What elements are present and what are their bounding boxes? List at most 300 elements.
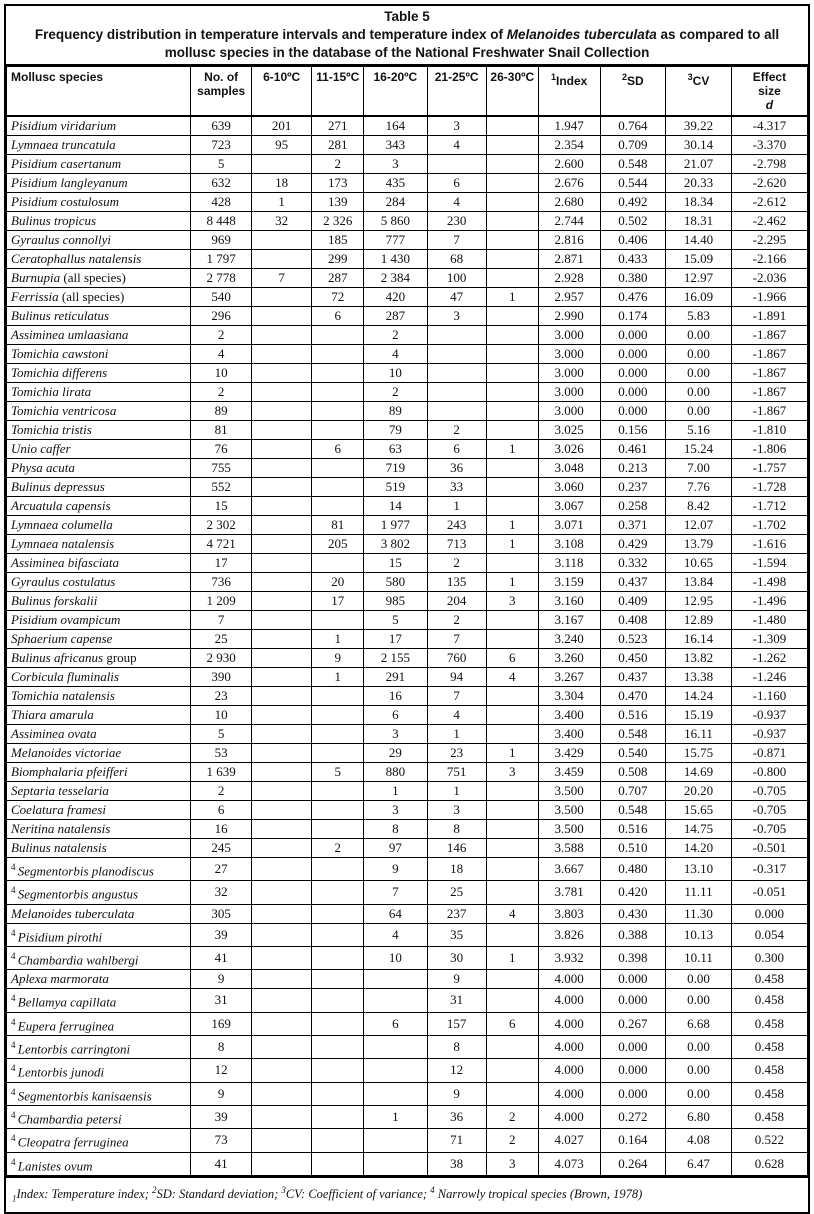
effect-size-cell: -1.757 xyxy=(731,459,807,478)
t6-10-cell: 7 xyxy=(252,269,312,288)
species-cell: $^4$ Cleopatra ferruginea xyxy=(7,1129,191,1152)
t26-30-cell xyxy=(486,345,538,364)
t26-30-cell: 3 xyxy=(486,1152,538,1175)
effect-size-cell: -1.867 xyxy=(731,364,807,383)
t11-15-cell: 139 xyxy=(312,193,364,212)
samples-cell: 305 xyxy=(191,904,252,923)
effect-size-cell: -2.166 xyxy=(731,250,807,269)
t16-20-cell: 29 xyxy=(364,744,427,763)
index-cell: 3.826 xyxy=(538,923,600,946)
t6-10-cell xyxy=(252,687,312,706)
t16-20-cell: 1 xyxy=(364,1105,427,1128)
index-cell: 4.000 xyxy=(538,1082,600,1105)
footnote-marker: 1 xyxy=(12,1193,17,1204)
t21-25-cell: 25 xyxy=(427,881,486,904)
t26-30-cell xyxy=(486,174,538,193)
index-cell: 3.000 xyxy=(538,364,600,383)
index-cell: 3.167 xyxy=(538,611,600,630)
samples-cell: 6 xyxy=(191,801,252,820)
effect-size-cell: -2.620 xyxy=(731,174,807,193)
t11-15-cell xyxy=(312,801,364,820)
t6-10-cell xyxy=(252,801,312,820)
t16-20-cell: 880 xyxy=(364,763,427,782)
t6-10-cell xyxy=(252,402,312,421)
effect-size-cell: -1.498 xyxy=(731,573,807,592)
samples-cell: 723 xyxy=(191,136,252,155)
samples-cell: 8 448 xyxy=(191,212,252,231)
sd-cell: 0.540 xyxy=(600,744,666,763)
t26-30-cell xyxy=(486,364,538,383)
species-cell: Unio caffer xyxy=(7,440,191,459)
sd-cell: 0.406 xyxy=(600,231,666,250)
t11-15-cell xyxy=(312,1059,364,1082)
species-cell: Assiminea umlaasiana xyxy=(7,326,191,345)
species-cell: Pisidium viridarium xyxy=(7,116,191,136)
t21-25-cell: 135 xyxy=(427,573,486,592)
t11-15-cell xyxy=(312,1082,364,1105)
table-row xyxy=(7,1082,808,1105)
t26-30-cell xyxy=(486,923,538,946)
t26-30-cell xyxy=(486,1082,538,1105)
t16-20-cell: 420 xyxy=(364,288,427,307)
t16-20-cell: 164 xyxy=(364,116,427,136)
t16-20-cell xyxy=(364,1035,427,1058)
t16-20-cell: 10 xyxy=(364,946,427,969)
t16-20-cell: 1 430 xyxy=(364,250,427,269)
t16-20-cell: 435 xyxy=(364,174,427,193)
samples-cell: 5 xyxy=(191,155,252,174)
index-cell: 3.260 xyxy=(538,649,600,668)
t6-10-cell xyxy=(252,649,312,668)
table-row xyxy=(7,706,808,725)
t6-10-cell xyxy=(252,383,312,402)
effect-size-cell: 0.458 xyxy=(731,1035,807,1058)
footnote-marker: 3 xyxy=(281,1184,286,1195)
index-cell: 2.680 xyxy=(538,193,600,212)
samples-cell: 639 xyxy=(191,116,252,136)
t21-25-cell: 1 xyxy=(427,782,486,801)
t21-25-cell: 68 xyxy=(427,250,486,269)
table-row xyxy=(7,989,808,1012)
table-row xyxy=(7,459,808,478)
table-row xyxy=(7,269,808,288)
species-cell: $^4$ Segmentorbis kanisaensis xyxy=(7,1082,191,1105)
sd-cell: 0.371 xyxy=(600,516,666,535)
effect-size-cell: 0.628 xyxy=(731,1152,807,1175)
samples-cell: 4 721 xyxy=(191,535,252,554)
effect-size-cell: -0.705 xyxy=(731,801,807,820)
cv-cell: 13.38 xyxy=(666,668,732,687)
t26-30-cell xyxy=(486,269,538,288)
species-cell: $^4$ Lanistes ovum xyxy=(7,1152,191,1175)
t26-30-cell xyxy=(486,630,538,649)
sd-cell: 0.429 xyxy=(600,535,666,554)
cv-cell: 16.11 xyxy=(666,725,732,744)
sd-cell: 0.000 xyxy=(600,364,666,383)
index-cell: 3.160 xyxy=(538,592,600,611)
table-row xyxy=(7,858,808,881)
cv-cell: 14.20 xyxy=(666,839,732,858)
samples-cell: 41 xyxy=(191,1152,252,1175)
t6-10-cell xyxy=(252,1105,312,1128)
effect-size-cell: -1.160 xyxy=(731,687,807,706)
t21-25-cell: 8 xyxy=(427,1035,486,1058)
species-cell: Coelatura framesi xyxy=(7,801,191,820)
species-cell: Melanoides victoriae xyxy=(7,744,191,763)
cv-cell: 15.24 xyxy=(666,440,732,459)
species-cell: Arcuatula capensis xyxy=(7,497,191,516)
t11-15-cell: 81 xyxy=(312,516,364,535)
t21-25-cell xyxy=(427,345,486,364)
t16-20-cell: 519 xyxy=(364,478,427,497)
index-cell: 3.000 xyxy=(538,326,600,345)
footnote-marker: 1 xyxy=(550,72,556,82)
cv-cell: 13.84 xyxy=(666,573,732,592)
t26-30-cell xyxy=(486,611,538,630)
footnote xyxy=(6,1176,808,1212)
table-row xyxy=(7,1012,808,1035)
samples-cell: 27 xyxy=(191,858,252,881)
samples-cell: 39 xyxy=(191,923,252,946)
t16-20-cell: 2 xyxy=(364,383,427,402)
table-row xyxy=(7,1105,808,1128)
sd-cell: 0.000 xyxy=(600,326,666,345)
species-cell: Pisidium ovampicum xyxy=(7,611,191,630)
t21-25-cell: 243 xyxy=(427,516,486,535)
t11-15-cell xyxy=(312,421,364,440)
index-cell: 3.026 xyxy=(538,440,600,459)
samples-cell: 89 xyxy=(191,402,252,421)
sd-cell: 0.267 xyxy=(600,1012,666,1035)
species-cell: $^4$ Lentorbis junodi xyxy=(7,1059,191,1082)
cv-cell: 8.42 xyxy=(666,497,732,516)
t11-15-cell xyxy=(312,1152,364,1175)
t26-30-cell xyxy=(486,116,538,136)
index-cell: 2.676 xyxy=(538,174,600,193)
sd-cell: 0.516 xyxy=(600,820,666,839)
footnote-marker: 3 xyxy=(687,72,693,82)
species-cell: Bulinus reticulatus xyxy=(7,307,191,326)
t11-15-cell: 6 xyxy=(312,440,364,459)
t6-10-cell xyxy=(252,231,312,250)
t11-15-cell xyxy=(312,497,364,516)
t21-25-cell: 100 xyxy=(427,269,486,288)
t11-15-cell xyxy=(312,478,364,497)
index-cell: 3.400 xyxy=(538,725,600,744)
t16-20-cell: 343 xyxy=(364,136,427,155)
t6-10-cell xyxy=(252,459,312,478)
t21-25-cell: 33 xyxy=(427,478,486,497)
t16-20-cell xyxy=(364,1059,427,1082)
samples-cell: 2 xyxy=(191,326,252,345)
sd-cell: 0.709 xyxy=(600,136,666,155)
samples-cell: 23 xyxy=(191,687,252,706)
index-cell: 3.025 xyxy=(538,421,600,440)
t21-25-cell xyxy=(427,402,486,421)
t11-15-cell xyxy=(312,725,364,744)
sd-cell: 0.450 xyxy=(600,649,666,668)
cv-cell: 0.00 xyxy=(666,970,732,989)
table-row xyxy=(7,155,808,174)
t26-30-cell: 2 xyxy=(486,1129,538,1152)
t16-20-cell: 5 xyxy=(364,611,427,630)
samples-cell: 5 xyxy=(191,725,252,744)
table-row xyxy=(7,1129,808,1152)
table-row xyxy=(7,573,808,592)
cv-cell: 12.95 xyxy=(666,592,732,611)
sd-cell: 0.164 xyxy=(600,1129,666,1152)
cv-cell: 10.65 xyxy=(666,554,732,573)
sd-cell: 0.437 xyxy=(600,573,666,592)
index-cell: 2.816 xyxy=(538,231,600,250)
t26-30-cell xyxy=(486,459,538,478)
t26-30-cell xyxy=(486,497,538,516)
footnote-marker: 4 xyxy=(11,1086,18,1097)
sd-cell: 0.430 xyxy=(600,904,666,923)
t21-25-cell: 2 xyxy=(427,611,486,630)
col-header-samples: No. of samples xyxy=(191,67,252,117)
t16-20-cell: 4 xyxy=(364,345,427,364)
effect-size-cell: -1.594 xyxy=(731,554,807,573)
t26-30-cell xyxy=(486,782,538,801)
table-row xyxy=(7,970,808,989)
sd-cell: 0.476 xyxy=(600,288,666,307)
effect-size-cell: -1.867 xyxy=(731,326,807,345)
effect-size-cell: 0.458 xyxy=(731,989,807,1012)
effect-size-cell: -1.867 xyxy=(731,383,807,402)
cv-cell: 13.10 xyxy=(666,858,732,881)
samples-cell: 552 xyxy=(191,478,252,497)
t16-20-cell: 719 xyxy=(364,459,427,478)
col-header-index: $^1$Index xyxy=(538,67,600,117)
t21-25-cell: 4 xyxy=(427,193,486,212)
t21-25-cell: 6 xyxy=(427,174,486,193)
t21-25-cell: 237 xyxy=(427,904,486,923)
effect-size-symbol: d xyxy=(765,98,774,112)
t21-25-cell xyxy=(427,364,486,383)
index-cell: 4.000 xyxy=(538,989,600,1012)
cv-cell: 0.00 xyxy=(666,1059,732,1082)
t26-30-cell: 6 xyxy=(486,649,538,668)
t21-25-cell: 47 xyxy=(427,288,486,307)
t6-10-cell xyxy=(252,1152,312,1175)
table-row xyxy=(7,193,808,212)
species-cell: $^4$ Lentorbis carringtoni xyxy=(7,1035,191,1058)
t21-25-cell: 7 xyxy=(427,231,486,250)
t6-10-cell xyxy=(252,478,312,497)
footnote-marker: 4 xyxy=(11,1016,18,1027)
species-cell: Corbicula fluminalis xyxy=(7,668,191,687)
table-row xyxy=(7,946,808,969)
cv-cell: 0.00 xyxy=(666,402,732,421)
table-row xyxy=(7,478,808,497)
effect-size-cell: -2.295 xyxy=(731,231,807,250)
effect-size-cell: -2.798 xyxy=(731,155,807,174)
t26-30-cell xyxy=(486,155,538,174)
t11-15-cell xyxy=(312,1129,364,1152)
t16-20-cell: 2 xyxy=(364,326,427,345)
cv-cell: 13.79 xyxy=(666,535,732,554)
t26-30-cell: 1 xyxy=(486,573,538,592)
t21-25-cell: 2 xyxy=(427,554,486,573)
table-row xyxy=(7,116,808,136)
table-row xyxy=(7,1152,808,1175)
t16-20-cell: 1 977 xyxy=(364,516,427,535)
t26-30-cell xyxy=(486,687,538,706)
t26-30-cell xyxy=(486,383,538,402)
t16-20-cell: 15 xyxy=(364,554,427,573)
samples-cell: 10 xyxy=(191,706,252,725)
cv-cell: 20.33 xyxy=(666,174,732,193)
cv-cell: 18.34 xyxy=(666,193,732,212)
species-cell: Melanoides tuberculata xyxy=(7,904,191,923)
t11-15-cell xyxy=(312,345,364,364)
t11-15-cell xyxy=(312,782,364,801)
cv-cell: 6.47 xyxy=(666,1152,732,1175)
index-cell: 2.354 xyxy=(538,136,600,155)
sd-cell: 0.470 xyxy=(600,687,666,706)
samples-cell: 15 xyxy=(191,497,252,516)
effect-size-cell: -4.317 xyxy=(731,116,807,136)
sd-cell: 0.000 xyxy=(600,402,666,421)
t26-30-cell: 1 xyxy=(486,535,538,554)
t16-20-cell: 3 xyxy=(364,155,427,174)
footnote-text: Index: Temperature index; xyxy=(16,1187,152,1202)
effect-size-cell: 0.522 xyxy=(731,1129,807,1152)
cv-cell: 14.75 xyxy=(666,820,732,839)
effect-size-cell: -0.705 xyxy=(731,782,807,801)
samples-cell: 755 xyxy=(191,459,252,478)
col-header-t6-10: 6-10ºC xyxy=(252,67,312,117)
sd-cell: 0.380 xyxy=(600,269,666,288)
t16-20-cell: 3 802 xyxy=(364,535,427,554)
species-cell: Bulinus natalensis xyxy=(7,839,191,858)
footnote-marker: 4 xyxy=(11,993,18,1004)
samples-cell: 76 xyxy=(191,440,252,459)
table-caption xyxy=(12,26,802,62)
species-cell: Aplexa marmorata xyxy=(7,970,191,989)
t26-30-cell xyxy=(486,421,538,440)
t26-30-cell: 2 xyxy=(486,1105,538,1128)
samples-cell: 16 xyxy=(191,820,252,839)
index-cell: 3.240 xyxy=(538,630,600,649)
sd-cell: 0.523 xyxy=(600,630,666,649)
cv-cell: 0.00 xyxy=(666,383,732,402)
t21-25-cell: 8 xyxy=(427,820,486,839)
species-cell: Assiminea ovata xyxy=(7,725,191,744)
sd-cell: 0.272 xyxy=(600,1105,666,1128)
table-row xyxy=(7,421,808,440)
t11-15-cell: 2 xyxy=(312,155,364,174)
t6-10-cell xyxy=(252,706,312,725)
t6-10-cell xyxy=(252,725,312,744)
table-row xyxy=(7,136,808,155)
samples-cell: 39 xyxy=(191,1105,252,1128)
sd-cell: 0.000 xyxy=(600,1059,666,1082)
t16-20-cell: 64 xyxy=(364,904,427,923)
footnote-marker: 4 xyxy=(11,885,18,896)
t16-20-cell: 16 xyxy=(364,687,427,706)
t11-15-cell: 271 xyxy=(312,116,364,136)
t6-10-cell xyxy=(252,858,312,881)
samples-cell: 4 xyxy=(191,345,252,364)
t21-25-cell: 9 xyxy=(427,970,486,989)
effect-size-cell: -1.728 xyxy=(731,478,807,497)
index-cell: 3.159 xyxy=(538,573,600,592)
t21-25-cell xyxy=(427,326,486,345)
t21-25-cell: 31 xyxy=(427,989,486,1012)
samples-cell: 245 xyxy=(191,839,252,858)
col-header-effect-size: Effect size d xyxy=(731,67,807,117)
species-cell: Lymnaea truncatula xyxy=(7,136,191,155)
table-row xyxy=(7,212,808,231)
species-name-suffix: (all species) xyxy=(60,270,126,285)
t6-10-cell xyxy=(252,345,312,364)
effect-size-cell: -1.246 xyxy=(731,668,807,687)
t26-30-cell xyxy=(486,801,538,820)
species-cell: Bulinus africanus group xyxy=(7,649,191,668)
cv-cell: 0.00 xyxy=(666,345,732,364)
t11-15-cell xyxy=(312,364,364,383)
t21-25-cell: 157 xyxy=(427,1012,486,1035)
caption-text-pre: Frequency distribution in temperature intervals and temperature index of xyxy=(34,27,507,42)
effect-size-cell: 0.458 xyxy=(731,1082,807,1105)
t16-20-cell: 17 xyxy=(364,630,427,649)
t21-25-cell: 7 xyxy=(427,687,486,706)
t21-25-cell: 6 xyxy=(427,440,486,459)
t21-25-cell: 3 xyxy=(427,801,486,820)
t16-20-cell: 63 xyxy=(364,440,427,459)
footnote-marker: 4 xyxy=(11,1039,18,1050)
t11-15-cell xyxy=(312,989,364,1012)
cv-cell: 6.80 xyxy=(666,1105,732,1128)
t6-10-cell xyxy=(252,923,312,946)
effect-size-cell: -2.612 xyxy=(731,193,807,212)
t16-20-cell: 287 xyxy=(364,307,427,326)
index-cell: 3.118 xyxy=(538,554,600,573)
t16-20-cell: 6 xyxy=(364,706,427,725)
t11-15-cell xyxy=(312,687,364,706)
effect-size-cell: -1.867 xyxy=(731,345,807,364)
effect-size-cell: -0.051 xyxy=(731,881,807,904)
table-row xyxy=(7,881,808,904)
species-cell: Bulinus tropicus xyxy=(7,212,191,231)
effect-size-cell: -2.036 xyxy=(731,269,807,288)
sd-cell: 0.461 xyxy=(600,440,666,459)
cv-cell: 30.14 xyxy=(666,136,732,155)
t16-20-cell: 3 xyxy=(364,725,427,744)
samples-cell: 10 xyxy=(191,364,252,383)
sd-cell: 0.510 xyxy=(600,839,666,858)
col-header-t11-15: 11-15ºC xyxy=(312,67,364,117)
t11-15-cell xyxy=(312,459,364,478)
index-cell: 3.500 xyxy=(538,782,600,801)
t16-20-cell: 291 xyxy=(364,668,427,687)
species-cell: Tomichia cawstoni xyxy=(7,345,191,364)
t6-10-cell: 18 xyxy=(252,174,312,193)
species-cell: Thiara amarula xyxy=(7,706,191,725)
t6-10-cell xyxy=(252,763,312,782)
t16-20-cell: 79 xyxy=(364,421,427,440)
table-title-block xyxy=(6,6,808,66)
index-cell: 3.588 xyxy=(538,839,600,858)
t26-30-cell xyxy=(486,725,538,744)
t21-25-cell: 36 xyxy=(427,459,486,478)
samples-cell: 9 xyxy=(191,1082,252,1105)
t6-10-cell xyxy=(252,1059,312,1082)
samples-cell: 1 209 xyxy=(191,592,252,611)
t6-10-cell xyxy=(252,1082,312,1105)
